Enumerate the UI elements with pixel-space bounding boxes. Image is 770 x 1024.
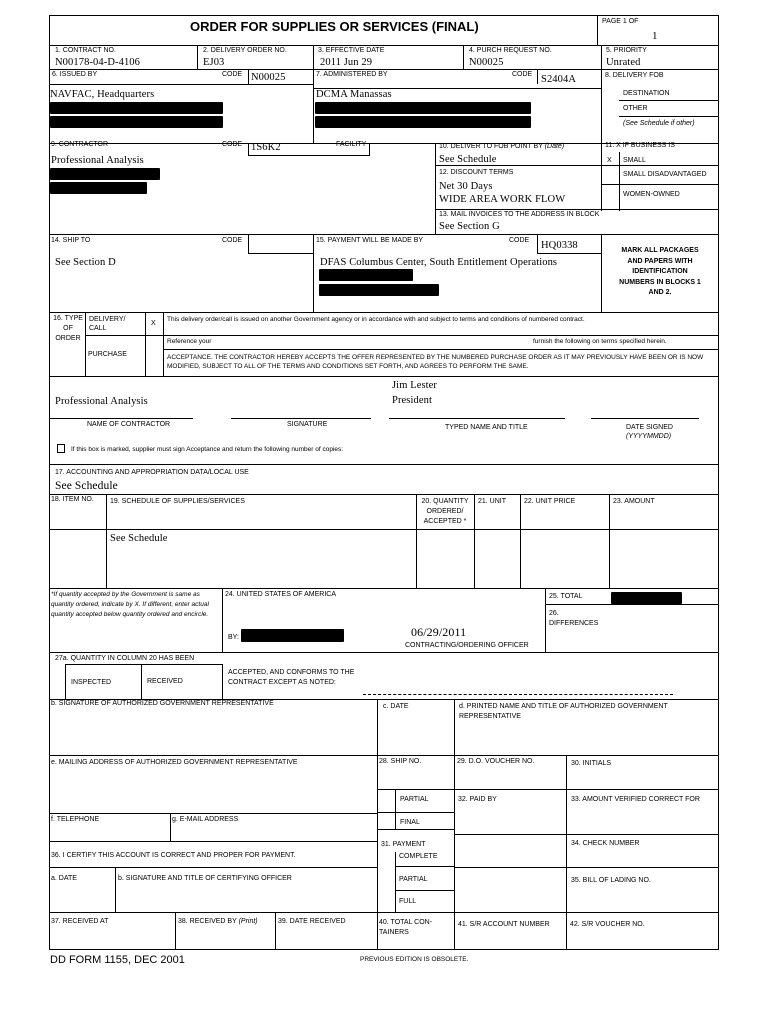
contractor-code-label: CODE (222, 141, 243, 148)
qty-col20-label: 27a. QUANTITY IN COLUMN 20 HAS BEEN (55, 655, 195, 662)
purch-request-label: 4. PURCH REQUEST NO. (469, 47, 552, 54)
quantity-note: *If quantity accepted by the Government is same as quantity ordered, indicate by X. If different, enter actual quantity accepted below quantity ordered and encircle. (51, 591, 209, 618)
discount-terms-2: WIDE AREA WORK FLOW (439, 194, 566, 205)
destination-label: DESTINATION (623, 90, 670, 97)
quantity-header: 20. QUANTITY ORDERED/ ACCEPTED * (421, 498, 469, 525)
received-by-label: 38. RECEIVED BY (Print) (178, 918, 258, 925)
partial-label: PARTIAL (400, 796, 429, 803)
sr-voucher-label: 42. S/R VOUCHER NO. (570, 921, 645, 928)
reference-your: Reference your (167, 338, 212, 345)
united-states-label: 24. UNITED STATES OF AMERICA (225, 591, 336, 598)
effective-date-label: 3. EFFECTIVE DATE (318, 47, 385, 54)
accepted-conforms-label: ACCEPTED, AND CONFORMS TO THE CONTRACT EXCEPT AS NOTED: (228, 669, 355, 686)
bill-of-lading-label: 35. BILL OF LADING NO. (571, 877, 651, 884)
purch-request-value: N00025 (469, 57, 504, 68)
unit-header: 21. UNIT (478, 498, 507, 505)
redaction-bar (315, 116, 531, 128)
check-number-label: 34. CHECK NUMBER (571, 840, 640, 847)
delivery-fob-label: 8. DELIVERY FOB (605, 72, 664, 79)
type-of-order-label: 16. TYPE OF ORDER (53, 315, 83, 342)
payment-code: HQ0338 (541, 240, 578, 251)
unit-price-header: 22. UNIT PRICE (524, 498, 576, 505)
payment-made-by-label: 15. PAYMENT WILL BE MADE BY (316, 237, 424, 244)
issued-by-label: 6. ISSUED BY (52, 71, 98, 78)
d-printed-name-label: d. PRINTED NAME AND TITLE OF AUTHORIZED GOVERNMENT REPRESENTATIVE (459, 703, 668, 720)
delivery-call-mark: X (151, 320, 156, 327)
page-label: PAGE 1 OF (602, 18, 639, 25)
administered-by-label: 7. ADMINISTERED BY (316, 71, 388, 78)
form-title: ORDER FOR SUPPLIES OR SERVICES (FINAL) (190, 19, 479, 34)
sr-account-label: 41. S/R ACCOUNT NUMBER (458, 921, 550, 928)
officer-date-value: 06/29/2011 (411, 625, 467, 639)
delivery-order-label: 2. DELIVERY ORDER NO. (203, 47, 287, 54)
priority-value: Unrated (606, 57, 641, 68)
footer-form-id: DD FORM 1155, DEC 2001 (50, 954, 185, 966)
ship-no-label: 28. SHIP NO. (379, 758, 422, 765)
b-signature-cert-label: b. SIGNATURE AND TITLE OF CERTIFYING OFFICER (118, 875, 292, 882)
small-disadvantaged-label: SMALL DISADVANTAGED (623, 171, 707, 178)
received-at-label: 37. RECEIVED AT (51, 918, 109, 925)
other-label: OTHER (623, 105, 648, 112)
administered-by-code-label: CODE (512, 71, 533, 78)
payment-by-value: DFAS Columbus Center, South Entitlement Operations (320, 257, 558, 268)
signer-title-value: President (392, 395, 432, 406)
amount-header: 23. AMOUNT (613, 498, 655, 505)
accounting-label: 17. ACCOUNTING AND APPROPRIATION DATA/LOCAL USE (55, 469, 249, 476)
accounting-value: See Schedule (55, 480, 118, 492)
contract-no-value: N00178-04-D-4106 (55, 57, 141, 68)
issued-by-code: N00025 (251, 72, 286, 83)
acceptance-text: ACCEPTANCE. THE CONTRACTOR HEREBY ACCEPTS THE OFFER REPRESENTED BY THE NUMBERED PURCHASE ORDER AS IT MAY PREVIOUSLY HAVE BEEN OR IS NOW MODIFIED, SUBJECT TO ALL OF THE TERMS AND CONDITIONS SET FORTH, AND AGREES TO PERFORM THE SAME. (167, 354, 704, 370)
deliver-by-value: See Schedule (439, 154, 497, 165)
issued-by-value: NAVFAC, Headquarters (50, 89, 155, 100)
redaction-bar (50, 102, 223, 114)
schedule-value: See Schedule (110, 533, 168, 544)
do-voucher-label: 29. D.O. VOUCHER NO. (457, 758, 535, 765)
redaction-bar (315, 102, 531, 114)
small-mark: X (607, 157, 612, 164)
discount-terms-1: Net 30 Days (439, 181, 493, 192)
administered-by-value: DCMA Manassas (316, 89, 392, 100)
redaction-bar (50, 182, 147, 194)
redaction-bar (50, 168, 160, 180)
contractor-code: 1S6K2 (251, 142, 281, 153)
footer-note: PREVIOUS EDITION IS OBSOLETE. (360, 956, 469, 963)
typed-name-title-label: TYPED NAME AND TITLE (445, 424, 528, 431)
email-label: g. E-MAIL ADDRESS (172, 816, 239, 823)
differences-label: 26. DIFFERENCES (549, 610, 599, 627)
page-total: 1 (652, 30, 658, 42)
delivery-call-label: DELIVERY/ CALL (89, 316, 126, 332)
payment-code-label: CODE (509, 237, 530, 244)
redaction-bar (319, 284, 439, 296)
c-date-label: c. DATE (383, 703, 409, 710)
payment-label: 31. PAYMENT (381, 841, 426, 848)
complete-label: COMPLETE (399, 853, 438, 860)
redaction-bar (50, 116, 223, 128)
total-label: 25. TOTAL (549, 593, 583, 600)
ship-to-code-label: CODE (222, 237, 243, 244)
schedule-header: 19. SCHEDULE OF SUPPLIES/SERVICES (110, 498, 245, 505)
mail-invoices-label: 13. MAIL INVOICES TO THE ADDRESS IN BLOCK (439, 211, 600, 218)
initials-label: 30. INITIALS (571, 760, 612, 767)
priority-label: 5. PRIORITY (606, 47, 647, 54)
certify-label: 36. I CERTIFY THIS ACCOUNT IS CORRECT AND PROPER FOR PAYMENT. (51, 852, 296, 859)
inspected-label: INSPECTED (71, 679, 112, 686)
name-of-contractor-label: NAME OF CONTRACTOR (87, 421, 171, 428)
effective-date-value: 2011 Jun 29 (320, 57, 373, 68)
deliver-to-fob-label: 10. DELIVER TO FOB POINT BY (Date) (439, 143, 565, 150)
partial-label-2: PARTIAL (399, 876, 428, 883)
a-date-label: a. DATE (51, 875, 77, 882)
yyyymmdd-label: (YYYYMMDD) (626, 433, 672, 440)
delivery-order-value: EJ03 (203, 57, 225, 68)
furnish-text: furnish the following on terms specified herein. (533, 338, 667, 345)
signature-label: SIGNATURE (287, 421, 328, 428)
contractor-value: Professional Analysis (51, 155, 144, 166)
box-marked-text: If this box is marked, supplier must sign Acceptance and return the following number of copies: (71, 446, 344, 453)
contract-no-label: 1. CONTRACT NO. (55, 47, 116, 54)
mail-invoices-value: See Section G (439, 221, 500, 232)
women-owned-label: WOMEN-OWNED (623, 191, 680, 198)
e-mailing-label: e. MAILING ADDRESS OF AUTHORIZED GOVERNMENT REPRESENTATIVE (51, 759, 298, 766)
redaction-bar (319, 269, 413, 281)
telephone-label: f. TELEPHONE (51, 816, 100, 823)
signer-name-value: Jim Lester (392, 380, 438, 391)
x-if-business-label: 11. X IF BUSINESS IS (605, 142, 675, 149)
contracting-officer-label: CONTRACTING/ORDERING OFFICER (405, 642, 529, 649)
ship-to-label: 14. SHIP TO (51, 237, 91, 244)
ship-to-value: See Section D (55, 257, 116, 268)
by-label: BY: (228, 634, 239, 641)
facility-label: FACILITY (336, 141, 367, 148)
received-label: RECEIVED (147, 678, 183, 685)
amount-verified-label: 33. AMOUNT VERIFIED CORRECT FOR (571, 796, 700, 803)
paid-by-label: 32. PAID BY (458, 796, 497, 803)
final-label: FINAL (400, 819, 420, 826)
contractor-label: 9. CONTRACTOR (51, 141, 109, 148)
contractor-name-value: Professional Analysis (55, 396, 148, 407)
date-signed-label: DATE SIGNED (626, 424, 673, 431)
mark-all-packages: MARK ALL PACKAGES AND PAPERS WITH IDENTIFICATION NUMBERS IN BLOCKS 1 AND 2. (619, 247, 701, 296)
full-label: FULL (399, 898, 417, 905)
discount-terms-label: 12. DISCOUNT TERMS (439, 169, 514, 176)
purchase-label: PURCHASE (88, 351, 127, 358)
date-received-label: 39. DATE RECEIVED (278, 918, 346, 925)
delivery-call-text: This delivery order/call is issued on another Government agency or in accordance with and subject to terms and conditions of numbered contract. (167, 316, 585, 323)
sig-auth-rep-label: b. SIGNATURE OF AUTHORIZED GOVERNMENT REPRESENTATIVE (51, 700, 274, 707)
issued-by-code-label: CODE (222, 71, 243, 78)
see-schedule-if-other: (See Schedule if other) (623, 120, 695, 127)
item-no-header: 18. ITEM NO. (51, 496, 94, 503)
redaction-bar (611, 592, 682, 604)
administered-by-code: S2404A (541, 74, 577, 85)
total-containers-label: 40. TOTAL CON- TAINERS (379, 919, 433, 936)
small-label: SMALL (623, 157, 646, 164)
redaction-bar (241, 629, 344, 642)
